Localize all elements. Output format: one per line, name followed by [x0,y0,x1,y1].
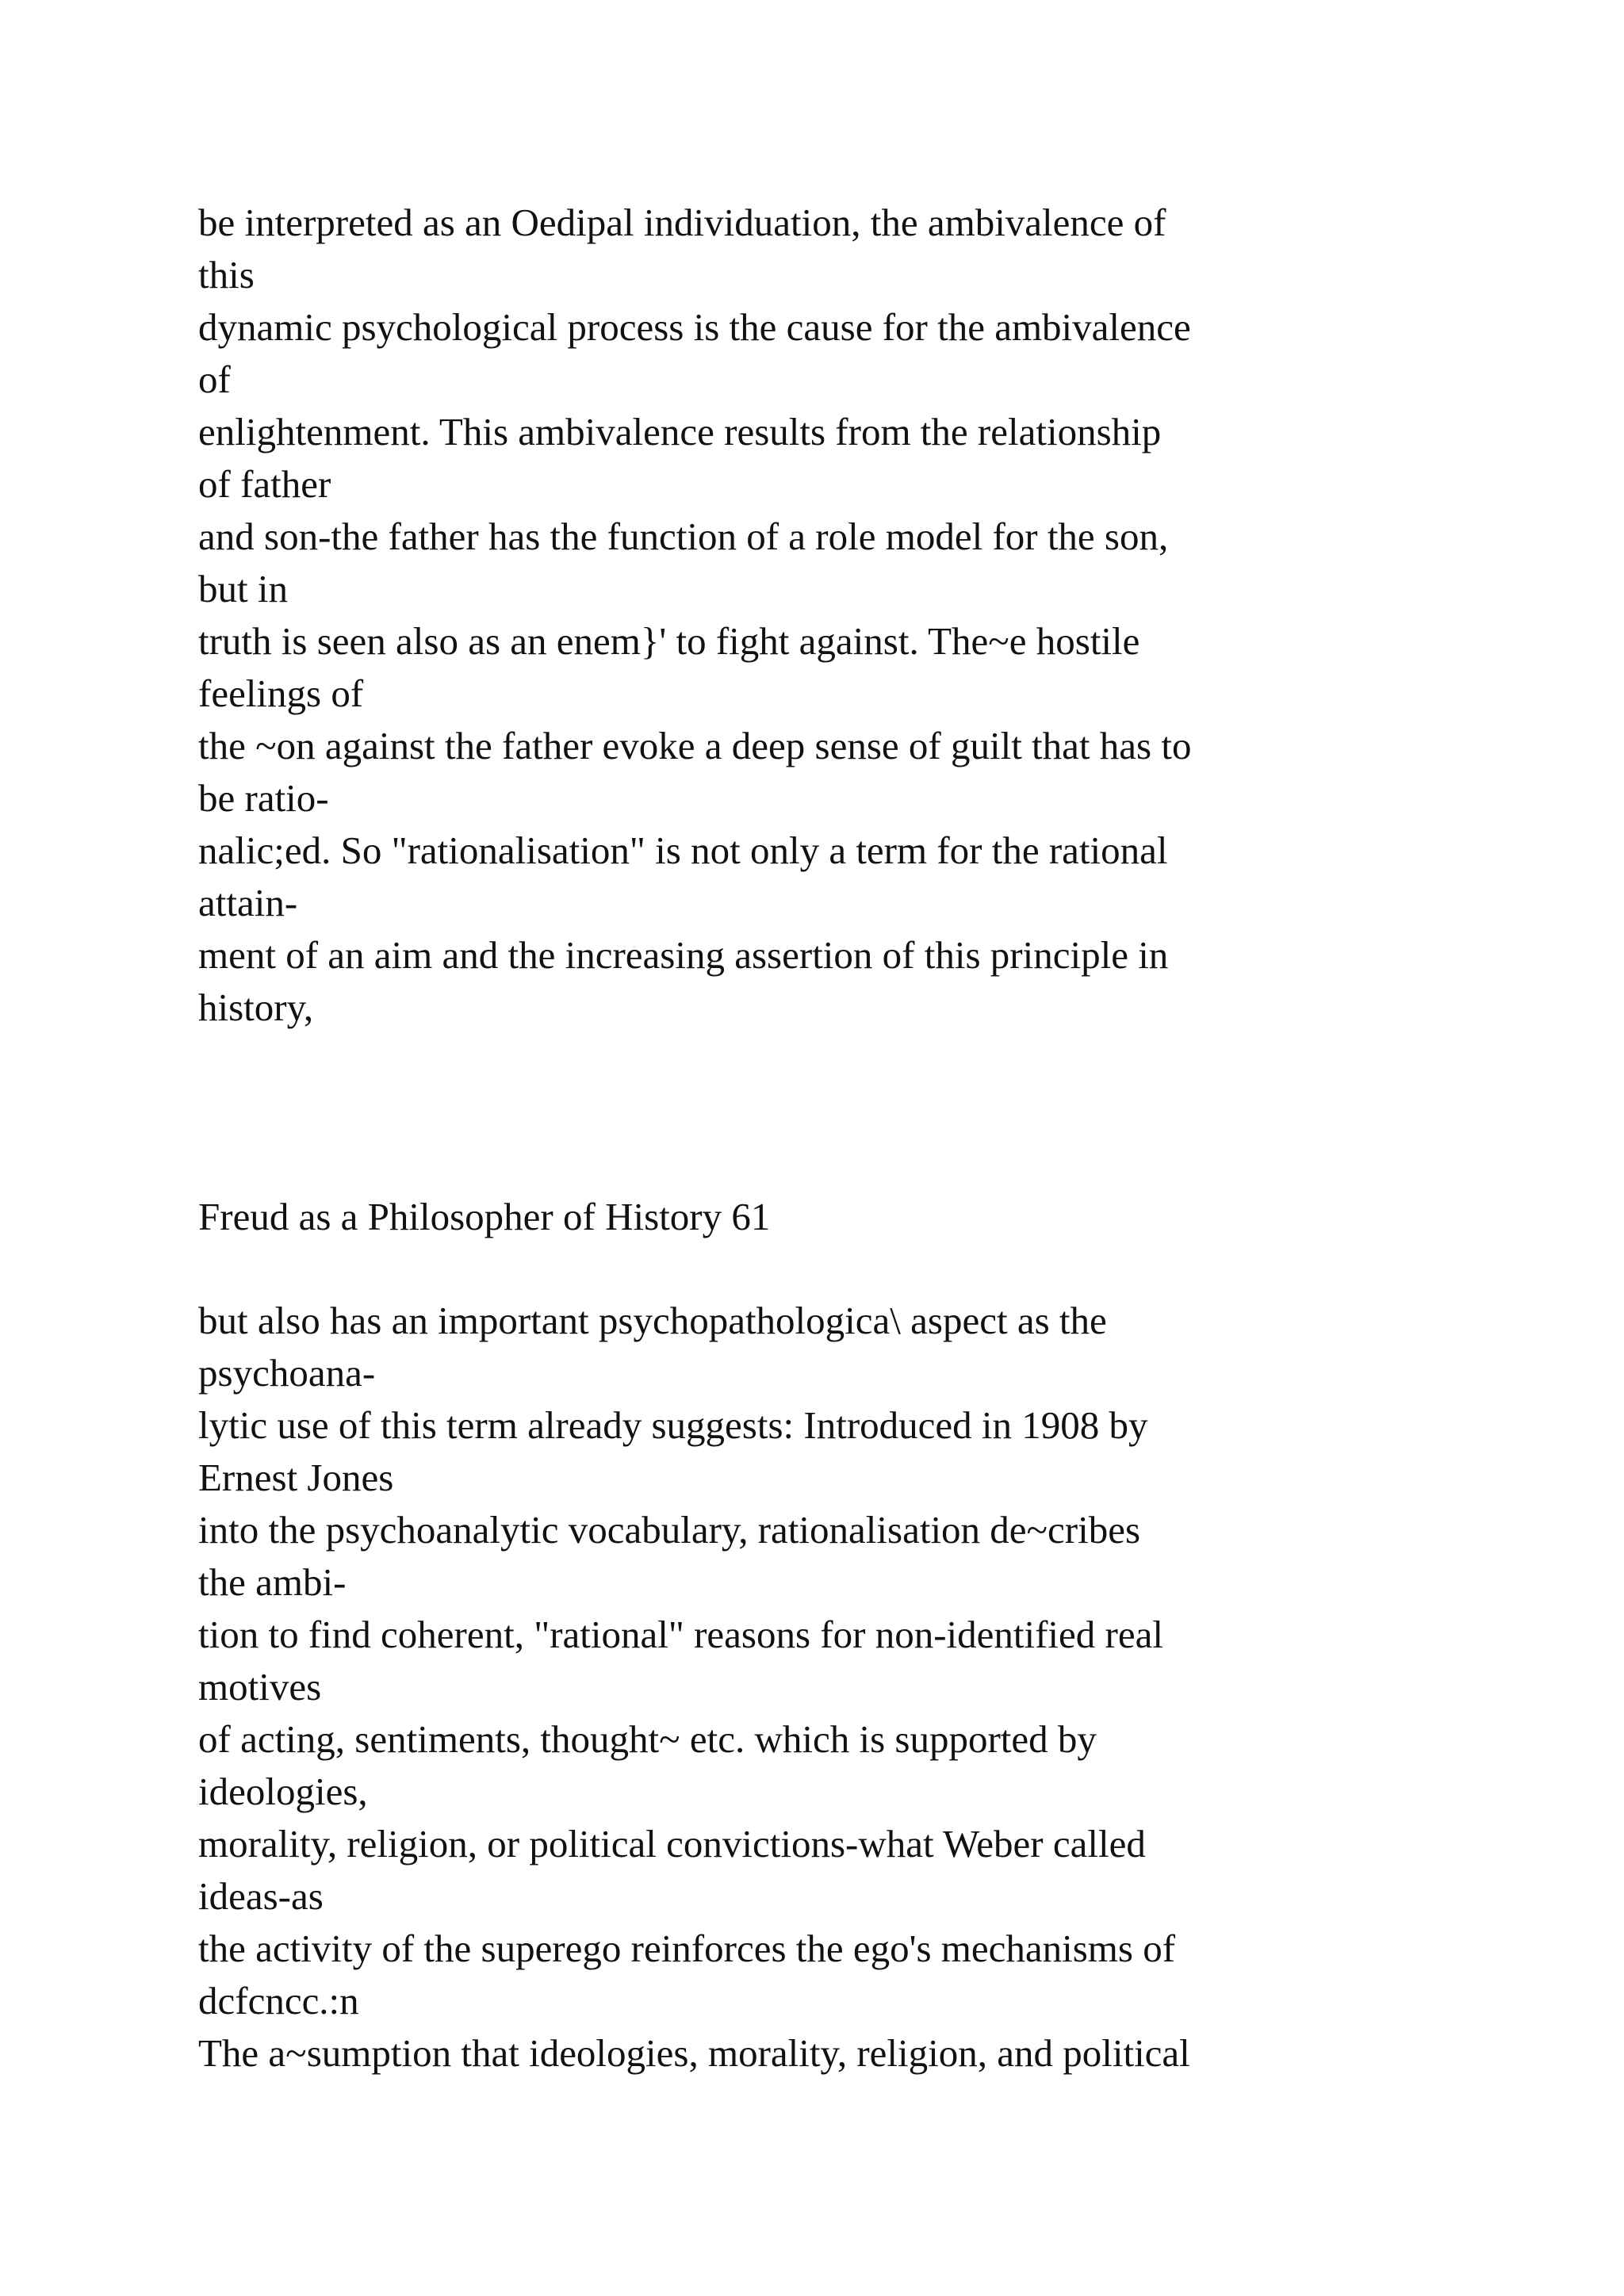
text-line: this [198,253,255,297]
text-line: lytic use of this term already suggests: Introduced in 1908 by [198,1403,1148,1447]
text-line: motives [198,1665,322,1709]
text-line: tion to find coherent, "rational" reasons for non-identified real [198,1613,1163,1656]
text-line: be interpreted as an Oedipal individuation, the ambivalence of [198,201,1166,244]
text-line: ideologies, [198,1770,368,1813]
text-line: enlightenment. This ambivalence results from the relationship [198,410,1162,453]
text-line: morality, religion, or political convictions-what Weber called [198,1822,1146,1866]
text-line: of acting, sentiments, thought~ etc. which is supported by [198,1717,1097,1761]
text-line: The a~sumption that ideologies, morality, religion, and political [198,2031,1190,2075]
paragraph-1 [198,197,1546,1034]
text-line: be ratio- [198,776,329,820]
running-head-text: Freud as a Philosopher of History 61 [198,1195,771,1238]
text-line: of father [198,462,331,506]
paragraph-2 [198,1295,1546,2080]
text-line: dynamic psychological process is the cause for the ambivalence [198,305,1191,349]
running-head [198,1191,1546,1243]
text-line: and son-the father has the function of a role model for the son, [198,515,1169,558]
text-line: but also has an important psychopathologica\ aspect as the [198,1299,1107,1342]
text-line: ideas-as [198,1874,324,1918]
text-line: history, [198,985,314,1029]
text-line: attain- [198,881,298,924]
text-line: but in [198,567,288,610]
text-line: the ambi- [198,1560,347,1604]
text-line: truth is seen also as an enem}' to fight against. The~e hostile [198,619,1140,663]
text-line: the ~on against the father evoke a deep sense of guilt that has to [198,724,1192,767]
text-line: feelings of [198,672,364,715]
text-line: psychoana- [198,1351,376,1395]
text-line: into the psychoanalytic vocabulary, rationalisation de~cribes [198,1508,1141,1552]
text-line: Ernest Jones [198,1456,394,1499]
text-line: nalic;ed. So "rationalisation" is not only a term for the rational [198,828,1168,872]
text-line: dcfcncc.:n [198,1979,359,2022]
text-line: of [198,358,231,401]
text-line: ment of an aim and the increasing assertion of this principle in [198,933,1169,977]
text-line: the activity of the superego reinforces the ego's mechanisms of [198,1927,1176,1970]
